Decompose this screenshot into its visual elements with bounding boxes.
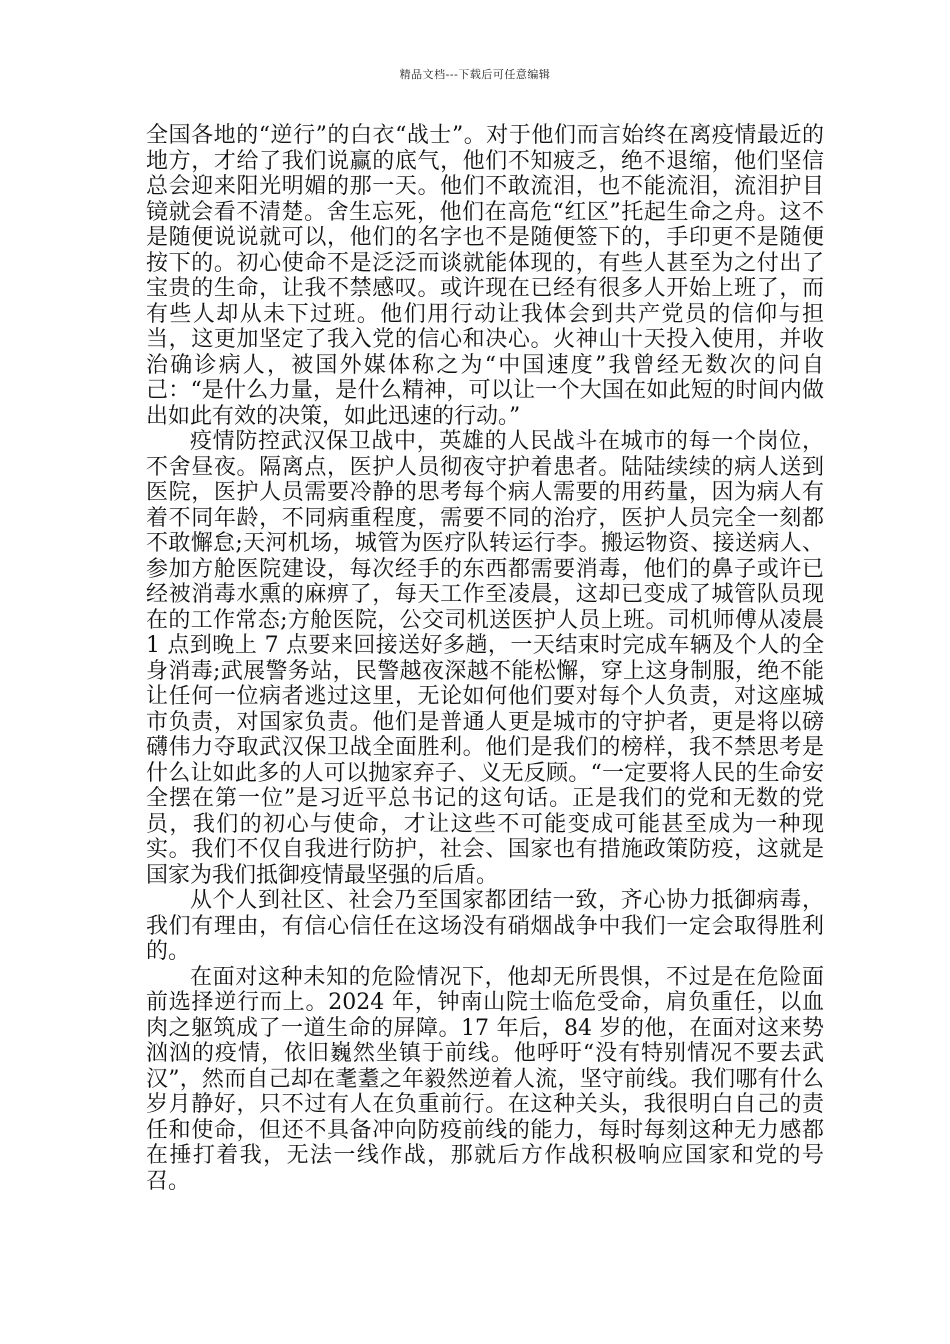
paragraph-1: 全国各地的“逆行”的白衣“战士”。对于他们而言始终在离疫情最近的地方，才给了我们说赢的底气，他们不知疲乏，绝不退缩，他们坚信总会迎来阳光明媚的那一天。他们不敢流泪，也不能流泪，流泪护目镜就会看不清楚。舍生忘死，他们在高危“红区”托起生命之舟。这不是随便说说就可以，他们的名字也不是随便签下的，手印更不是随便按下的。初心使命不是泛泛而谈就能体现的，有些人甚至为之付出了宝贵的生命，让我不禁感叹。或许现在已经有很多人开始上班了，而有些人却从未下过班。他们用行动让我体会到共产党员的信仰与担当，这更加坚定了我入党的信心和决心。火神山十天投入使用，并收治确诊病人，被国外媒体称之为“中国速度”我曾经无数次的问自己：“是什么力量，是什么精神，可以让一个大国在如此短的时间内做出如此有效的决策，如此迅速的行动。” (146, 123, 824, 429)
paragraph-2: 疫情防控武汉保卫战中，英雄的人民战斗在城市的每一个岗位，不舍昼夜。隔离点，医护人员彻夜守护着患者。陆陆续续的病人送到医院，医护人员需要冷静的思考每个病人需要的用药量，因为病人有着不同年龄，不同病重程度，需要不同的治疗，医护人员完全一刻都不敢懈怠;天河机场，城管为医疗队转运行李。搬运物资、接送病人、参加方舱医院建设，每次经手的东西都需要消毒，他们的鼻子或许已经被消毒水熏的麻痹了，每天工作至凌晨，这却已变成了城管队员现在的工作常态;方舱医院，公交司机送医护人员上班。司机师傅从凌晨 1 点到晚上 7 点要来回接送好多趟，一天结束时完成车辆及个人的全身消毒;武展警务站，民警越夜深越不能松懈，穿上这身制服，绝不能让任何一位病者逃过这里，无论如何他们要对每个人负责，对这座城市负责，对国家负责。他们是普通人更是城市的守护者，更是将以磅礴伟力夺取武汉保卫战全面胜利。他们是我们的榜样，我不禁思考是什么让如此多的人可以抛家弃子、义无反顾。“一定要将人民的生命安全摆在第一位”是习近平总书记的这句话。正是我们的党和无数的党员，我们的初心与使命，才让这些不可能变成可能甚至成为一种现实。我们不仅自我进行防护，社会、国家也有措施政策防疫，这就是国家为我们抵御疫情最坚强的后盾。 (146, 429, 824, 888)
document-body (146, 123, 824, 1194)
page-header: 精品文档---下载后可任意编辑 (399, 68, 551, 81)
paragraph-4: 在面对这种未知的危险情况下，他却无所畏惧，不过是在危险面前选择逆行而上。2024 年，钟南山院士临危受命，肩负重任，以血肉之躯筑成了一道生命的屏障。17 年后，84 岁的他，在面对这来势汹汹的疫情，依旧巍然坐镇于前线。他呼吁“没有特别情况不要去武汉”，然而自己却在耄耋之年毅然逆着人流，坚守前线。我们哪有什么岁月静好，只不过有人在负重前行。在这种关头，我很明白自己的责任和使命，但还不具备冲向防疫前线的能力，每时每刻这种无力感都在捶打着我，无法一线作战，那就后方作战积极响应国家和党的号召。 (146, 964, 824, 1194)
paragraph-3: 从个人到社区、社会乃至国家都团结一致，齐心协力抵御病毒，我们有理由，有信心信任在这场没有硝烟战争中我们一定会取得胜利的。 (146, 888, 824, 964)
